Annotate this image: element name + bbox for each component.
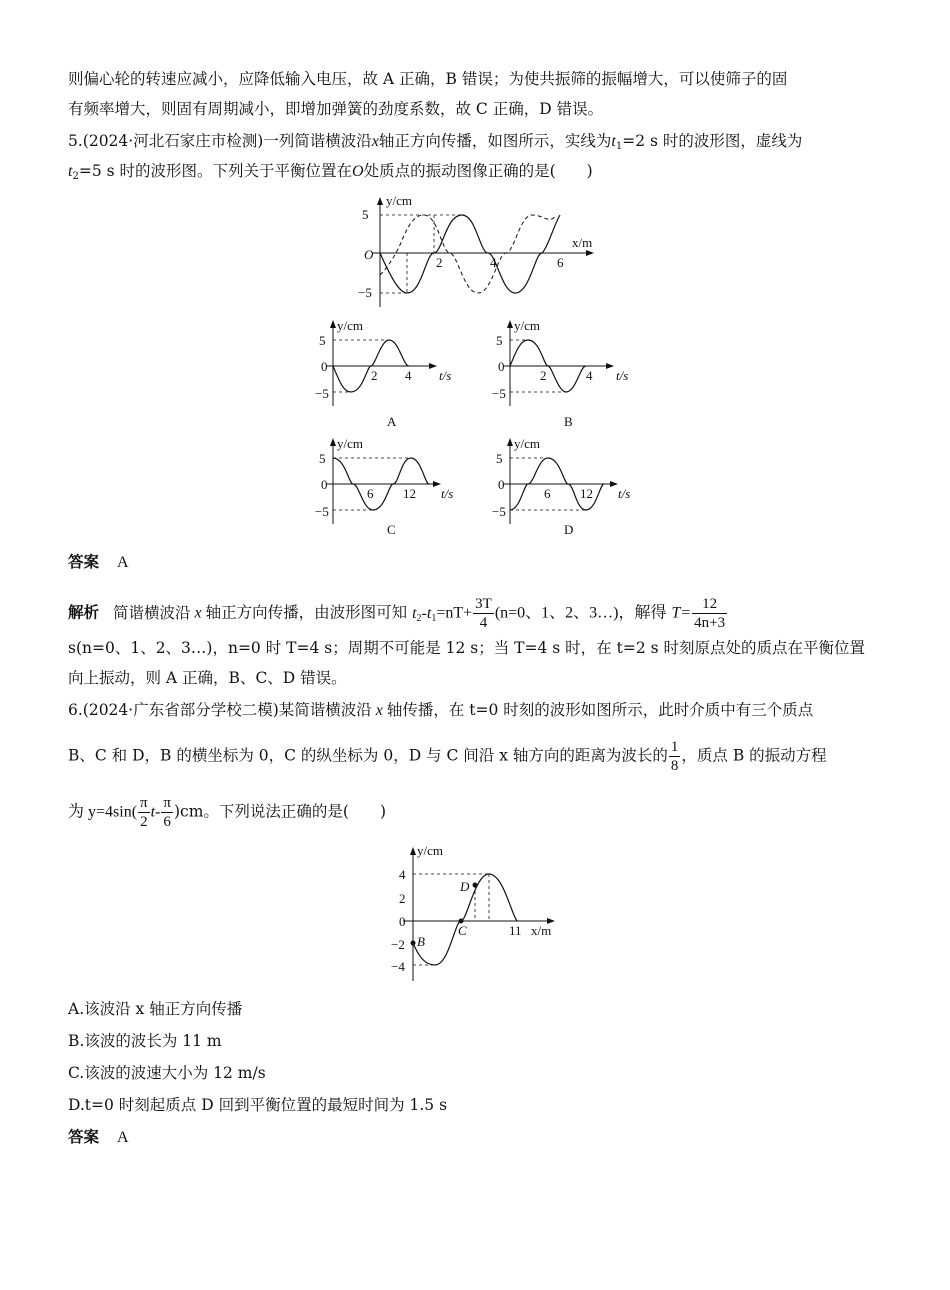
svg-text:t/s: t/s [618,486,631,501]
svg-text:−5: −5 [492,386,506,401]
option-6d: D.t=0 时刻起质点 D 回到平衡位置的最短时间为 1.5 s [68,1096,448,1114]
question-6-stem-1: 6.(2024·广东省部分学校二模)某简谐横波沿 x 轴传播，在 t=0 时刻的波形如图所示，此时介质中有三个质点 [68,701,814,719]
option-graph-a [313,318,473,408]
svg-text:y/cm: y/cm [514,436,540,451]
fig5-xtick-2: 2 [436,255,443,270]
question-5-stem-2: $t_2=5$ s 时的波形图。下列关于平衡位置在O处质点的振动图像正确的是( ) [68,162,593,182]
fraction-1-8: $\frac{1}{8}$ [670,739,679,774]
svg-text:0: 0 [399,914,406,929]
svg-text:2: 2 [540,368,547,383]
fig5-origin: O [364,247,374,262]
fig5-ytick-bot: −5 [358,285,372,300]
explanation-line-1: 解析 简谐横波沿 x 轴正方向传播，由波形图可知 $t_2-t_1=nT+$ $\frac{3T}{4}$ (n=0、1、2、3…)，解得 T= $\frac{12}{4n+3}$ [68,596,726,631]
svg-text:12: 12 [580,486,593,501]
svg-text:4: 4 [399,867,406,882]
svg-text:4: 4 [586,368,593,383]
option-6c: C.该波的波速大小为 12 m/s [68,1064,266,1082]
text-line-1: 则偏心轮的转速应减小，应降低输入电压，故 A 正确，B 错误；为使共振筛的振幅增大，可以使筛子的固 [68,70,788,88]
option-graph-b [490,318,650,408]
svg-text:5: 5 [496,451,503,466]
answer-6: 答案 A [68,1127,129,1146]
fig5-xtick-4: 4 [490,255,497,270]
option-d-caption: D [564,522,574,537]
option-graph-d [490,436,650,526]
fig5-ylabel: y/cm [386,193,412,208]
option-6b: B.该波的波长为 11 m [68,1032,222,1050]
svg-text:−4: −4 [391,959,405,974]
svg-text:5: 5 [319,333,326,348]
svg-text:2: 2 [371,368,378,383]
svg-text:D: D [460,879,470,894]
fraction-12-over-4n3: $\frac{12}{4n+3}$ [694,596,726,631]
option-graph-c [313,436,473,526]
svg-text:0: 0 [498,477,505,492]
svg-text:C: C [458,923,467,938]
question-6-stem-3: 为 y=4sin( $\frac{\pi}{2}$ t- $\frac{\pi}{6}$ )cm。下列说法正确的是( ) [68,795,386,830]
fig5-ytick-top: 5 [362,207,369,222]
question-5-stem-1: 5.(2024·河北石家庄市检测)一列简谐横波沿x轴正方向传播，如图所示，实线为$t_1=2$ s 时的波形图，虚线为 [68,132,803,152]
fig5-xtick-6: 6 [557,255,564,270]
option-c-caption: C [387,522,396,537]
svg-text:4: 4 [405,368,412,383]
option-b-caption: B [564,414,573,429]
svg-text:0: 0 [498,359,505,374]
fig5-xlabel: x/m [572,235,593,250]
svg-text:5: 5 [496,333,503,348]
svg-text:0: 0 [321,359,328,374]
svg-text:y/cm: y/cm [417,843,443,858]
svg-text:−5: −5 [492,504,506,519]
explanation-line-3: 向上振动，则 A 正确，B、C、D 错误。 [68,669,347,687]
svg-text:−5: −5 [315,386,329,401]
svg-text:y/cm: y/cm [514,318,540,333]
question-6-stem-2: B、C 和 D，B 的横坐标为 0，C 的纵坐标为 0，D 与 C 间沿 x 轴方向的距离为波长的 $\frac{1}{8}$ ，质点 B 的振动方程 [68,739,827,774]
option-6a: A.该波沿 x 轴正方向传播 [68,1000,243,1018]
svg-text:6: 6 [367,486,374,501]
svg-text:−2: −2 [391,937,405,952]
point-d [473,883,478,888]
svg-text:0: 0 [321,477,328,492]
point-c [459,919,464,924]
svg-text:t/s: t/s [616,368,629,383]
svg-text:5: 5 [319,451,326,466]
svg-text:y/cm: y/cm [337,436,363,451]
text-line-2: 有频率增大，则固有周期减小，即增加弹簧的劲度系数，故 C 正确，D 错误。 [68,100,604,118]
svg-text:t/s: t/s [441,486,454,501]
point-b [411,941,416,946]
svg-text:12: 12 [403,486,416,501]
fraction-3T-4: $\frac{3T}{4}$ [475,596,492,631]
svg-text:−5: −5 [315,504,329,519]
svg-text:2: 2 [399,891,406,906]
explanation-line-2: s(n=0、1、2、3…)，n=0 时 T=4 s；周期不可能是 12 s；当 T=4 s 时，在 t=2 s 时刻原点处的质点在平衡位置 [68,639,865,657]
svg-text:t/s: t/s [439,368,452,383]
option-a-caption: A [387,414,397,429]
svg-text:6: 6 [544,486,551,501]
wave-figure-q5 [350,195,600,310]
svg-text:x/m: x/m [531,923,552,938]
svg-text:B: B [417,934,425,949]
answer-5: 答案 A [68,552,129,571]
wave-dashed-t2 [380,215,556,293]
svg-text:y/cm: y/cm [337,318,363,333]
wave-figure-q6 [385,843,565,983]
svg-text:11: 11 [509,923,522,938]
